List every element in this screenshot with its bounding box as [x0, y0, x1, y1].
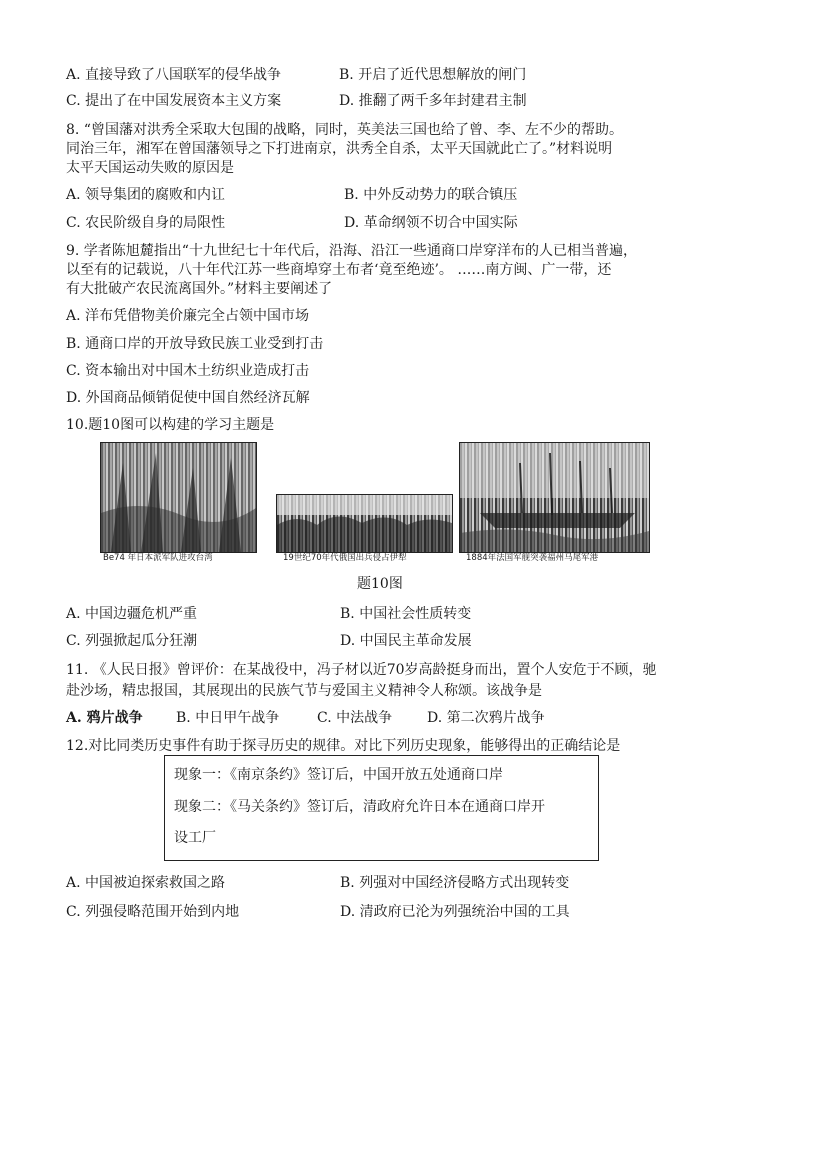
q10-option-c: C. 列强掀起瓜分狂潮	[66, 633, 198, 649]
q12-phenomenon-2-cont: 设工厂	[174, 830, 216, 846]
q10-figure-label: 题10图	[357, 576, 403, 592]
q8-stem-line3: 太平天国运动失败的原因是	[66, 160, 234, 176]
q10-option-d: D. 中国民主革命发展	[340, 633, 472, 649]
q11-option-d: D. 第二次鸦片战争	[427, 710, 545, 726]
q12-option-d: D. 清政府已沦为列强统治中国的工具	[340, 904, 570, 920]
q10-photo-mawei	[459, 442, 650, 553]
q11-option-c: C. 中法战争	[317, 710, 393, 726]
q7-option-b: B. 开启了近代思想解放的闸门	[339, 67, 527, 83]
q10-photo-yili	[276, 494, 453, 553]
q11-stem-line1: 11. 《人民日报》曾评价：在某战役中，冯子材以近70岁高龄挺身而出，置个人安危于不顾，驰	[66, 662, 657, 678]
q8-option-a: A. 领导集团的腐败和内讧	[66, 187, 226, 203]
q9-option-c: C. 资本输出对中国木土纺织业造成打击	[66, 363, 310, 379]
q10-photo-taiwan-art	[101, 443, 256, 552]
q9-stem-line3: 有大批破产农民流离国外。”材料主要阐述了	[66, 281, 333, 297]
q12-stem: 12.对比同类历史事件有助于探寻历史的规律。对比下列历史现象，能够得出的正确结论是	[66, 738, 621, 754]
q9-option-b: B. 通商口岸的开放导致民族工业受到打击	[66, 336, 324, 352]
q10-photo-taiwan	[100, 442, 257, 553]
q8-option-b: B. 中外反动势力的联合镇压	[344, 187, 518, 203]
q9-stem-line2: 以至有的记载说，八十年代江苏一些商埠穿土布者‘竟至绝迹’。 ……南方闽、广一带，还	[66, 262, 612, 278]
q9-option-d: D. 外国商品倾销促使中国自然经济瓦解	[66, 390, 310, 406]
q10-stem: 10.题10图可以构建的学习主题是	[66, 417, 275, 433]
q10-photo-yili-art	[277, 495, 452, 552]
q7-option-d: D. 推翻了两千多年封建君主制	[339, 93, 527, 109]
q10-caption-2: 19世纪70年代俄国出兵侵占伊犁	[283, 553, 407, 563]
q12-phenomenon-1: 现象一：《南京条约》签订后，中国开放五处通商口岸	[174, 767, 503, 783]
q7-option-c: C. 提出了在中国发展资本主义方案	[66, 93, 282, 109]
q10-option-b: B. 中国社会性质转变	[340, 606, 472, 622]
q11-option-a: A. 鸦片战争	[66, 710, 143, 726]
q7-option-a: A. 直接导致了八国联军的侵华战争	[66, 67, 282, 83]
q12-option-b: B. 列强对中国经济侵略方式出现转变	[340, 875, 570, 891]
q11-option-b: B. 中日甲午战争	[176, 710, 280, 726]
q10-caption-1: Be74 年日本派军队进攻台湾	[103, 553, 213, 563]
q12-option-c: C. 列强侵略范围开始到内地	[66, 904, 240, 920]
q8-option-c: C. 农民阶级自身的局限性	[66, 215, 226, 231]
q8-stem-line1: 8. “曾国藩对洪秀全采取大包围的战略，同时，英美法三国也给了曾、李、左不少的帮助。	[66, 122, 623, 138]
q12-option-a: A. 中国被迫探索救国之路	[66, 875, 226, 891]
q12-phenomenon-2: 现象二：《马关条约》签订后，清政府允许日本在通商口岸开	[174, 799, 545, 815]
q10-option-a: A. 中国边疆危机严重	[66, 606, 198, 622]
q8-option-d: D. 革命纲领不切合中国实际	[344, 215, 518, 231]
q9-stem-line1: 9. 学者陈旭麓指出“十九世纪七十年代后，沿海、沿江一些通商口岸穿洋布的人已相当普遍，	[66, 243, 637, 259]
q9-option-a: A. 洋布凭借物美价廉完全占领中国市场	[66, 308, 310, 324]
q10-caption-3: 1884年法国军舰突袭福州马尾军港	[466, 553, 599, 563]
q12-phenomena-box	[164, 755, 599, 861]
q8-stem-line2: 同治三年，湘军在曾国藩领导之下打进南京，洪秀全自杀，太平天国就此亡了。”材料说明	[66, 141, 613, 157]
q11-stem-line2: 赴沙场，精忠报国，其展现出的民族气节与爱国主义精神令人称颂。该战争是	[66, 683, 542, 699]
q10-photo-mawei-art	[460, 443, 649, 552]
